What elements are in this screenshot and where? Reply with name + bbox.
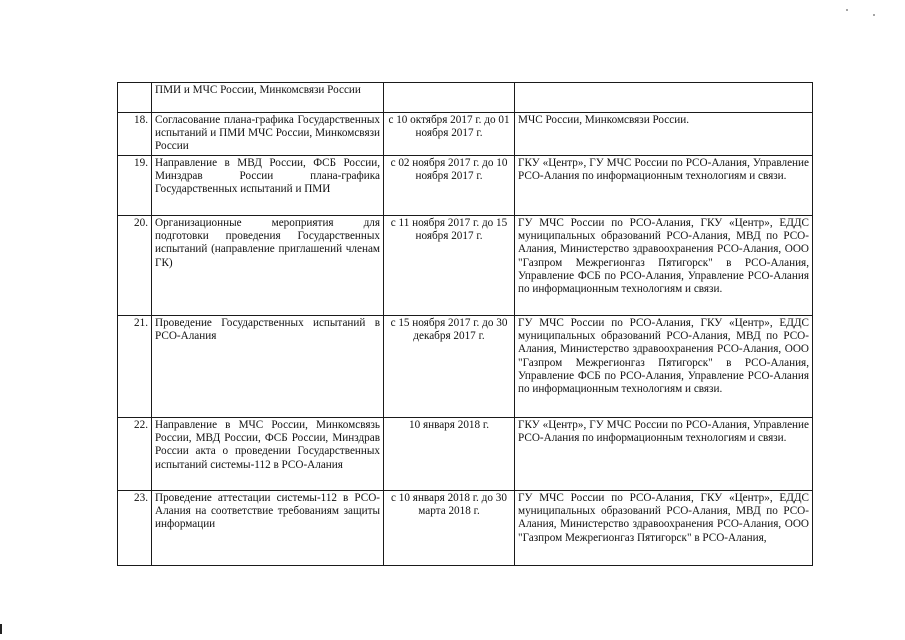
dates-cell: с 02 ноября 2017 г. до 10 ноября 2017 г.: [384, 156, 515, 216]
schedule-table-body: [118, 83, 813, 566]
row-number: 21.: [118, 316, 152, 418]
scan-edge-mark: [0, 624, 2, 634]
responsible-cell: ГУ МЧС России по РСО-Алания, ГКУ «Центр», ЕДДС муниципальных образований РСО-Алания, МВД по РСО-Алания, Министерство здравоохранения РСО-Алания, ООО "Газпром Межрегионгаз Пятигорск" в РСО-Алания, Управление ФСБ по РСО-Алания, Управление РСО-Алания по информационным технологиям и связи.: [515, 316, 813, 418]
dates-cell: [384, 83, 515, 113]
table-row: [118, 418, 813, 491]
row-number: 18.: [118, 113, 152, 156]
row-number: [118, 83, 152, 113]
responsible-cell: ГКУ «Центр», ГУ МЧС России по РСО-Алания, Управление РСО-Алания по информационным технологиям и связи.: [515, 418, 813, 491]
row-number: 23.: [118, 491, 152, 566]
task-cell: Согласование плана-графика Государственных испытаний и ПМИ МЧС России, Минкомсвязи России: [152, 113, 384, 156]
scan-speck: [846, 9, 848, 11]
task-cell: Проведение Государственных испытаний в РСО-Алания: [152, 316, 384, 418]
responsible-cell: ГКУ «Центр», ГУ МЧС России по РСО-Алания, Управление РСО-Алания по информационным технологиям и связи.: [515, 156, 813, 216]
dates-cell: с 11 ноября 2017 г. до 15 ноября 2017 г.: [384, 216, 515, 316]
scan-speck: [873, 14, 875, 16]
responsible-cell: [515, 83, 813, 113]
responsible-cell: ГУ МЧС России по РСО-Алания, ГКУ «Центр», ЕДДС муниципальных образований РСО-Алания, МВД по РСО-Алания, Министерство здравоохранения РСО-Алания, ООО "Газпром Межрегионгаз Пятигорск" в РСО-Алания, Управление ФСБ по РСО-Алания, Управление РСО-Алания по информационным технологиям и связи.: [515, 216, 813, 316]
task-cell: Проведение аттестации системы-112 в РСО-Алания на соответствие требованиям защиты информации: [152, 491, 384, 566]
table-row: [118, 156, 813, 216]
task-cell: Направление в МЧС России, Минкомсвязь России, МВД России, ФСБ России, Минздрав России акта о проведении Государственных испытаний системы-112 в РСО-Алания: [152, 418, 384, 491]
task-cell: Направление в МВД России, ФСБ России, Минздрав России плана-графика Государственных испытаний и ПМИ: [152, 156, 384, 216]
table-row: [118, 113, 813, 156]
task-cell: Организационные мероприятия для подготовки проведения Государственных испытаний (направление приглашений членам ГК): [152, 216, 384, 316]
table-row: [118, 316, 813, 418]
table-row: [118, 491, 813, 566]
table-row: [118, 216, 813, 316]
table-row: [118, 83, 813, 113]
row-number: 20.: [118, 216, 152, 316]
responsible-cell: МЧС России, Минкомсвязи России.: [515, 113, 813, 156]
dates-cell: с 10 января 2018 г. до 30 марта 2018 г.: [384, 491, 515, 566]
row-number: 19.: [118, 156, 152, 216]
responsible-cell: ГУ МЧС России по РСО-Алания, ГКУ «Центр», ЕДДС муниципальных образований РСО-Алания, МВД по РСО-Алания, Министерство здравоохранения РСО-Алания, ООО "Газпром Межрегионгаз Пятигорск" в РСО-Алания,: [515, 491, 813, 566]
dates-cell: 10 января 2018 г.: [384, 418, 515, 491]
dates-cell: с 10 октября 2017 г. до 01 ноября 2017 г.: [384, 113, 515, 156]
dates-cell: с 15 ноября 2017 г. до 30 декабря 2017 г.: [384, 316, 515, 418]
task-cell: ПМИ и МЧС России, Минкомсвязи России: [152, 83, 384, 113]
row-number: 22.: [118, 418, 152, 491]
schedule-table: [117, 82, 813, 566]
